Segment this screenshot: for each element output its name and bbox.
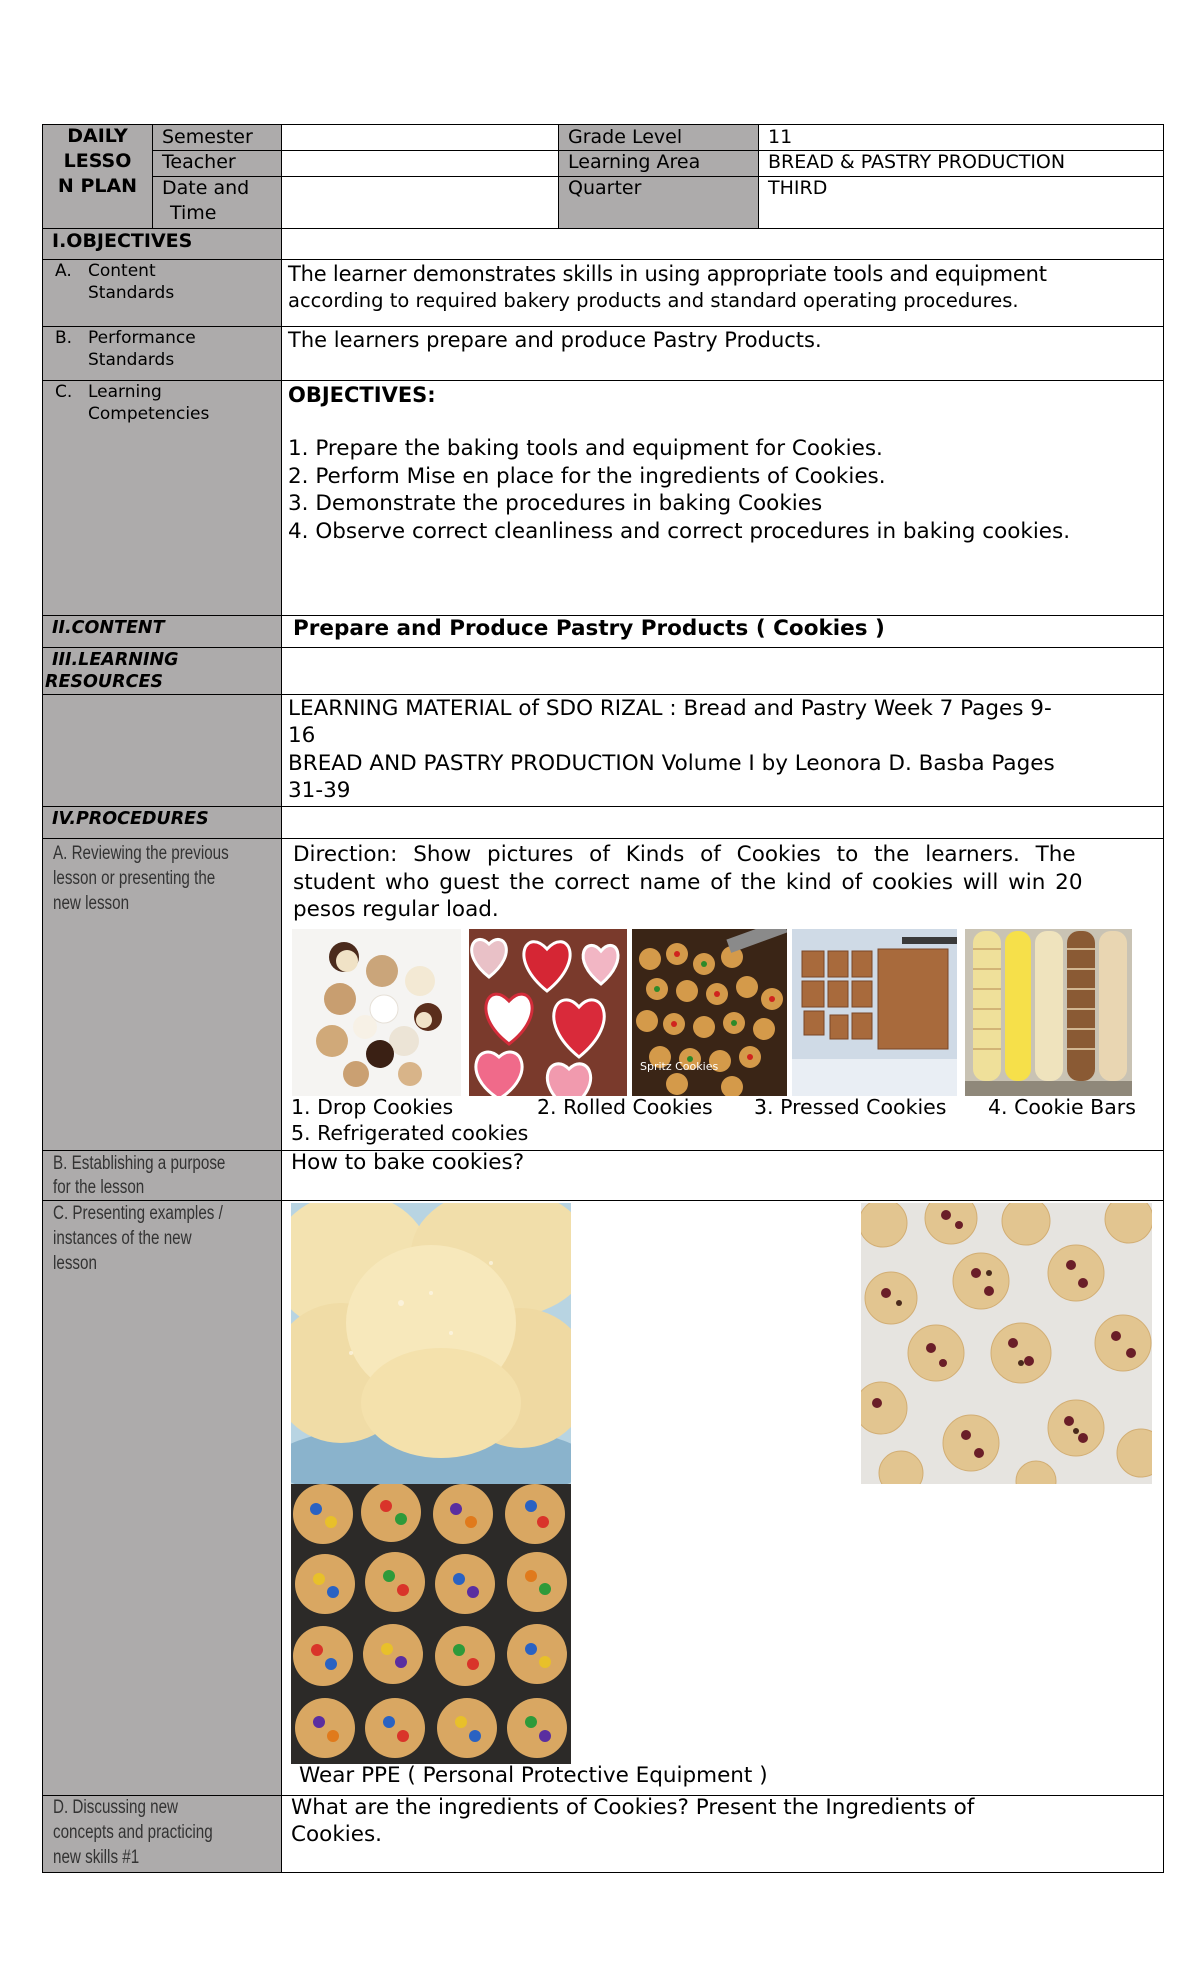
proc-a-direction-2: student who guest the correct name of the kind of cookies will win 20 <box>293 870 1083 895</box>
resource-line-2: 16 <box>288 723 316 748</box>
proc-c-text: Wear PPE ( Personal Protective Equipment ) <box>299 1763 768 1788</box>
refrigerated-cookies-image <box>965 929 1132 1096</box>
proc-d-label-3: new skills #1 <box>53 1847 140 1868</box>
resources-heading-2: RESOURCES <box>45 672 163 692</box>
pressed-cookies-image <box>632 929 787 1096</box>
learning-area-label: Learning Area <box>568 151 701 173</box>
learning-competencies-label-2: Competencies <box>88 404 210 424</box>
left-label-column <box>43 228 281 1873</box>
proc-c-label-1: C. Presenting examples / <box>53 1203 223 1224</box>
resources-heading-1: III.LEARNING <box>52 650 179 670</box>
performance-standards-label-2: Standards <box>88 350 175 370</box>
content-heading: II.CONTENT <box>52 618 165 638</box>
proc-a-label-3: new lesson <box>53 893 130 914</box>
procedures-heading: IV.PROCEDURES <box>52 809 209 829</box>
objective-item-4: 4. Observe correct cleanliness and correct procedures in baking cookies. <box>288 519 1071 544</box>
objectives-subheading: OBJECTIVES: <box>288 383 436 407</box>
performance-standards-label-1: Performance <box>88 328 196 348</box>
proc-b-label-2: for the lesson <box>53 1177 145 1198</box>
proc-b-text: How to bake cookies? <box>291 1150 525 1175</box>
spritz-caption: Spritz Cookies <box>640 1060 719 1073</box>
proc-a-label-1: A. Reviewing the previous <box>53 843 229 864</box>
dlp-title-line2: LESSO <box>63 150 132 172</box>
learning-competencies-label-1: Learning <box>88 382 162 402</box>
candy-cookies-image <box>291 1484 571 1764</box>
proc-d-text-2: Cookies. <box>291 1822 383 1847</box>
semester-label: Semester <box>162 126 253 148</box>
proc-d-label-2: concepts and practicing <box>53 1822 213 1843</box>
content-standards-label-1: Content <box>88 261 156 281</box>
kind-rolled-cookies: 2. Rolled Cookies <box>537 1095 713 1119</box>
proc-d-label-1: D. Discussing new <box>53 1797 179 1818</box>
performance-standards-text: The learners prepare and produce Pastry Products. <box>288 328 822 352</box>
resource-line-1: LEARNING MATERIAL of SDO RIZAL : Bread and Pastry Week 7 Pages 9- <box>288 696 1052 721</box>
performance-standards-letter: B. <box>55 328 73 348</box>
proc-c-label-3: lesson <box>53 1253 97 1274</box>
resource-line-3: BREAD AND PASTRY PRODUCTION Volume I by Leonora D. Basba Pages <box>288 751 1055 776</box>
teacher-label: Teacher <box>162 151 236 173</box>
dlp-title-line1: DAILY <box>67 125 128 147</box>
resource-line-4: 31-39 <box>288 778 351 803</box>
quarter-value: THIRD <box>768 177 828 199</box>
cookie-bars-image <box>792 929 957 1096</box>
kind-pressed-cookies: 3. Pressed Cookies <box>754 1095 947 1119</box>
objective-item-3: 3. Demonstrate the procedures in baking Cookies <box>288 491 823 516</box>
dlp-title-line3: N PLAN <box>57 175 138 197</box>
content-standards-text-2: according to required bakery products and standard operating procedures. <box>288 289 1019 312</box>
learning-competencies-letter: C. <box>55 382 73 402</box>
proc-d-text-1: What are the ingredients of Cookies? Present the Ingredients of <box>291 1795 975 1820</box>
datetime-label-1: Date and <box>162 177 250 199</box>
kind-refrigerated-cookies: 5. Refrigerated cookies <box>291 1121 529 1145</box>
drop-cookies-image <box>292 929 461 1096</box>
cranberry-cookies-image <box>861 1203 1152 1484</box>
content-standards-letter: A. <box>55 261 72 281</box>
proc-a-label-2: lesson or presenting the <box>53 868 216 889</box>
grade-level-label: Grade Level <box>568 126 683 148</box>
objective-item-2: 2. Perform Mise en place for the ingredients of Cookies. <box>288 464 886 489</box>
kind-drop-cookies: 1. Drop Cookies <box>291 1095 454 1119</box>
proc-a-direction-1: Direction: Show pictures of Kinds of Cookies to the learners. The <box>293 842 1076 867</box>
proc-b-label-1: B. Establishing a purpose <box>53 1153 226 1174</box>
objective-item-1: 1. Prepare the baking tools and equipment for Cookies. <box>288 436 883 461</box>
content-standards-label-2: Standards <box>88 283 175 303</box>
quarter-label: Quarter <box>568 177 642 199</box>
objectives-heading: I.OBJECTIVES <box>52 230 193 252</box>
kind-cookie-bars: 4. Cookie Bars <box>988 1095 1136 1119</box>
datetime-label-2: Time <box>170 202 217 224</box>
learning-area-value: BREAD & PASTRY PRODUCTION <box>768 151 1066 173</box>
proc-a-direction-3: pesos regular load. <box>293 897 499 922</box>
rolled-cookies-image <box>469 929 627 1096</box>
proc-c-label-2: instances of the new <box>53 1228 192 1249</box>
content-standards-text-1: The learner demonstrates skills in using appropriate tools and equipment <box>288 262 1047 286</box>
grade-level-value: 11 <box>768 126 793 148</box>
content-text: Prepare and Produce Pastry Products ( Cookies ) <box>293 616 885 641</box>
sugar-cookies-image <box>291 1203 571 1484</box>
